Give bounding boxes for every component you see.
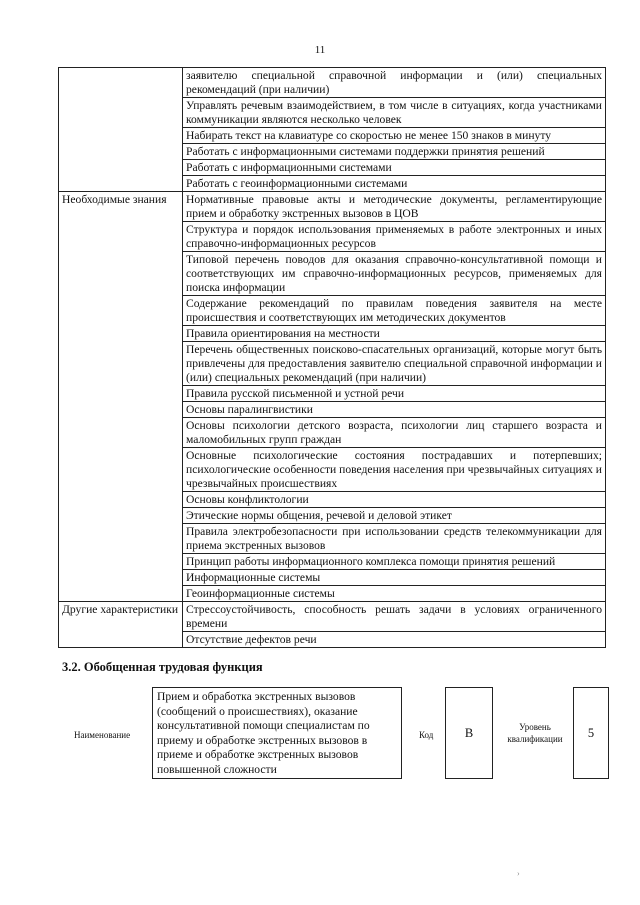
skills-item: Работать с информационными системами	[183, 160, 606, 176]
knowledge-item: Основные психологические состояния пострадавших и потерпевших; психологические особенности поведения населения при чрезвычайных ситуациях и чрезвычайных происшествиях	[183, 448, 606, 492]
knowledge-item: Информационные системы	[183, 570, 606, 586]
knowledge-row	[59, 192, 606, 222]
knowledge-item: Геоинформационные системы	[183, 586, 606, 602]
knowledge-item: Основы паралингвистики	[183, 402, 606, 418]
other-characteristics-row	[59, 602, 606, 632]
knowledge-item: Основы психологии детского возраста, психологии лиц старшего возраста и маломобильных групп граждан	[183, 418, 606, 448]
knowledge-item: Правила русской письменной и устной речи	[183, 386, 606, 402]
name-label: Наименование	[74, 730, 131, 740]
skills-row	[59, 68, 606, 98]
qualification-level-value: 5	[573, 687, 609, 779]
knowledge-label: Необходимые знания	[59, 192, 183, 602]
knowledge-item: Принцип работы информационного комплекса помощи принятия решений	[183, 554, 606, 570]
skills-item: Работать с геоинформационными системами	[183, 176, 606, 192]
knowledge-item: Правила электробезопасности при использовании средств телекоммуникации для приема экстренных вызовов	[183, 524, 606, 554]
code-value: B	[445, 687, 493, 779]
other-characteristics-item: Отсутствие дефектов речи	[183, 632, 606, 648]
qualification-level-label: Уровень квалификации	[507, 722, 563, 744]
code-label: Код	[419, 730, 434, 740]
other-characteristics-item: Стрессоустойчивость, способность решать задачи в условиях ограниченного времени	[183, 602, 606, 632]
knowledge-item: Основы конфликтологии	[183, 492, 606, 508]
knowledge-item: Типовой перечень поводов для оказания справочно-консультативной помощи и соответствующих им справочно-информационных ресурсов, применяемых для поиска информации	[183, 252, 606, 296]
knowledge-item: Правила ориентирования на местности	[183, 326, 606, 342]
stray-mark: ›	[517, 869, 520, 878]
knowledge-item: Перечень общественных поисково-спасательных организаций, которые могут быть привлечены для предоставления заявителю специальной справочной информации и (или) специальных рекомендаций (при наличии)	[183, 342, 606, 386]
knowledge-item: Структура и порядок использования применяемых в работе электронных и иных справочно-информационных ресурсов	[183, 222, 606, 252]
skills-item: Работать с информационными системами поддержки принятия решений	[183, 144, 606, 160]
skills-item: Управлять речевым взаимодействием, в том числе в ситуациях, когда участниками коммуникации являются несколько человек	[183, 98, 606, 128]
skills-item: Набирать текст на клавиатуре со скоростью не менее 150 знаков в минуту	[183, 128, 606, 144]
section-title: 3.2. Обобщенная трудовая функция	[62, 660, 263, 674]
skills-label	[59, 68, 183, 192]
knowledge-item: Нормативные правовые акты и методические документы, регламентирующие прием и обработку экстренных вызовов в ЦОВ	[183, 192, 606, 222]
skills-item: заявителю специальной справочной информации и (или) специальных рекомендаций (при наличии)	[183, 68, 606, 98]
page-number: 11	[314, 44, 326, 56]
other-characteristics-label: Другие характеристики	[59, 602, 183, 648]
knowledge-item: Этические нормы общения, речевой и деловой этикет	[183, 508, 606, 524]
knowledge-item: Содержание рекомендаций по правилам поведения заявителя на месте происшествия и соответствующих им методических документов	[183, 296, 606, 326]
requirements-table	[58, 67, 606, 648]
function-name-box: Прием и обработка экстренных вызовов (сообщений о происшествиях), оказание консультативной помощи специалистам по приему и обработке экстренных вызовов в приеме и обработке экстренных вызовов повышенной сложности	[152, 687, 402, 779]
